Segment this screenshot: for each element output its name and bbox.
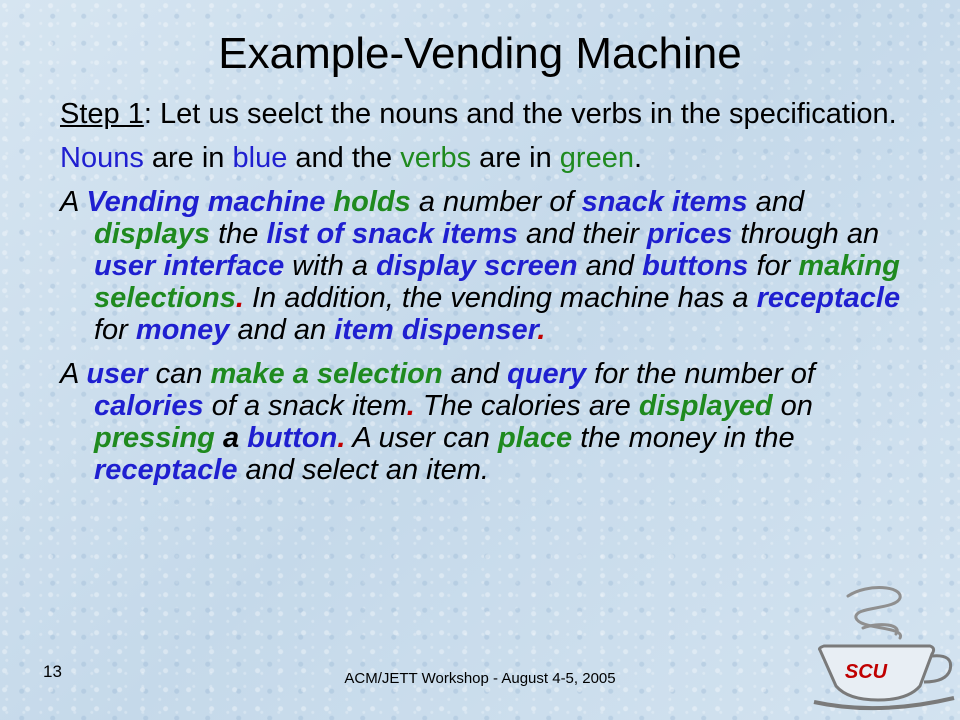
legend-green: green [559,142,634,174]
slide-content [60,98,920,498]
spec-paragraph-1 [60,186,920,346]
text [215,422,223,454]
text [239,422,247,454]
noun: user interface [94,250,285,282]
text: a number of [410,186,582,218]
noun: list of snack items [266,218,518,250]
steam-icon [848,588,901,638]
period: . [537,314,546,346]
period: . [337,422,346,454]
period: . [406,390,415,422]
noun: item dispenser [334,314,538,346]
noun: buttons [642,250,749,282]
text: A user can [345,422,498,454]
noun: receptacle [756,282,901,314]
noun: receptacle [94,454,238,486]
text: with a [284,250,377,282]
noun: button [247,422,338,454]
noun: query [507,358,587,390]
text: The calories are [414,390,639,422]
slide-number: 13 [43,662,62,681]
verb: displays [94,218,211,250]
step-text: Let us seelct the nouns and the verbs in the specification. [151,98,897,130]
text: through an [732,218,880,250]
noun: calories [94,390,204,422]
legend-text: and the [287,142,401,174]
text: and their [517,218,647,250]
noun: money [135,314,230,346]
text: of a snack item [203,390,407,422]
text: and [442,358,508,390]
logo-text: SCU [844,661,888,683]
text: and [577,250,643,282]
spec-paragraph-2 [60,358,920,486]
text: for the number of [586,358,815,390]
text: A [60,358,87,390]
slide-title: Example-Vending Machine [218,29,742,78]
verb: displayed [638,390,773,422]
footer-text: ACM/JETT Workshop - August 4-5, 2005 [344,670,616,687]
legend-nouns: Nouns [60,142,144,174]
verb: make a selection [210,358,443,390]
legend-text: are in [471,142,560,174]
text: for [748,250,799,282]
text: can [147,358,211,390]
text: the [210,218,267,250]
legend-verbs: verbs [400,142,472,174]
step-colon: : [143,98,152,130]
noun: user [86,358,148,390]
step-heading: Step 1 [60,98,144,130]
noun: display screen [376,250,578,282]
period: . [235,282,244,314]
text: the money in the [572,422,795,454]
noun: Vending machine [86,186,326,218]
verb: holds [333,186,411,218]
text: and [747,186,805,218]
noun: prices [646,218,733,250]
text: for [94,314,136,346]
noun: snack items [581,186,748,218]
text: . [480,454,489,486]
legend-blue: blue [232,142,288,174]
text: In addition, the vending machine has a [243,282,757,314]
verb: place [497,422,573,454]
text: A [60,186,87,218]
legend-text: are in [143,142,233,174]
article: a [222,422,240,454]
color-legend [60,142,920,174]
step-paragraph [60,98,920,130]
verb: making selections [94,250,900,314]
scu-teacup-logo [808,578,958,718]
text: and select an item [237,454,481,486]
verb: pressing [94,422,215,454]
text: and an [229,314,335,346]
text: on [772,390,813,422]
legend-period: . [633,142,643,174]
